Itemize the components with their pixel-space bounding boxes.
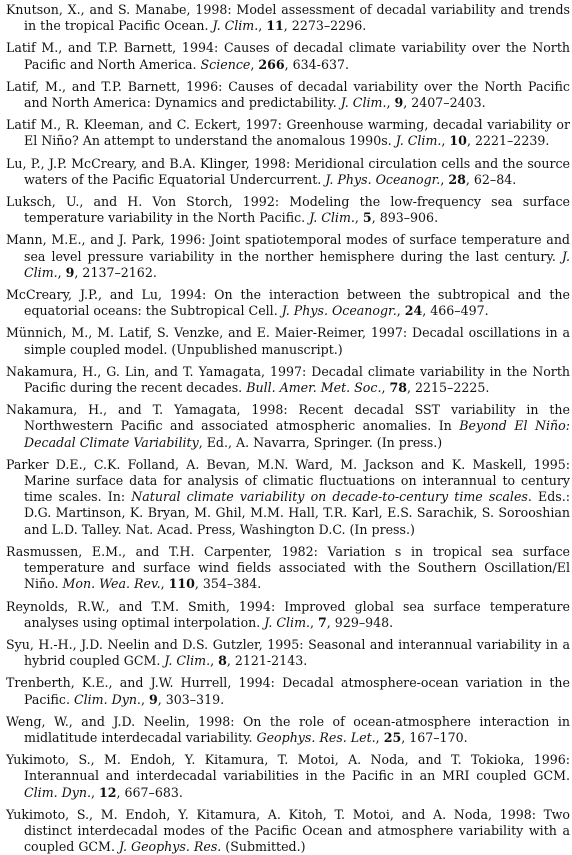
reference-text: , 2273–2296. — [283, 18, 367, 34]
reference-text: , — [375, 729, 384, 745]
reference-text: Reynolds, R.W., and T.M. Smith, 1994: Improved global sea surface temperature analyses using optimal interpolation. — [6, 598, 570, 630]
reference-text: , — [140, 691, 149, 707]
reference-text: Luksch, U., and H. Von Storch, 1992: Modeling the low-frequency sea surface temperature variability in the North Pacific. — [6, 194, 570, 226]
reference-text: , 2121-2143. — [226, 653, 308, 669]
reference-volume: 10 — [449, 133, 467, 149]
reference-journal: J. Clim. — [24, 248, 570, 280]
reference-text: , 929–948. — [326, 614, 394, 630]
reference-text: , 2407–2403. — [403, 95, 486, 111]
reference-volume: 24 — [404, 303, 423, 319]
reference-journal: J. Clim. — [264, 614, 311, 630]
reference-text: , 303–319. — [157, 691, 225, 707]
reference-text: Yukimoto, S., M. Endoh, Y. Kitamura, T. Motoi, A. Noda, and T. Tokioka, 1996: Interannual and interdecadal variabilities in the Pacific in an MRI coupled GCM. — [6, 752, 570, 784]
reference-text: , — [258, 18, 267, 34]
reference-text: , — [210, 653, 219, 669]
reference-text: , 2137–2162. — [74, 264, 157, 280]
reference-entry — [6, 232, 570, 281]
reference-text: , — [386, 95, 395, 111]
reference-text: , 893–906. — [371, 210, 439, 226]
reference-text: , Ed., A. Navarra, Springer. (In press.) — [198, 434, 443, 450]
reference-volume: 5 — [362, 210, 372, 226]
reference-text: Parker D.E., C.K. Folland, A. Bevan, M.N. Ward, M. Jackson and K. Maskell, 1995: Marine surface data for analysis of climatic fluctuations on interannual to century time scales. In: — [6, 456, 570, 505]
reference-entry — [6, 364, 570, 396]
reference-entry — [6, 599, 570, 631]
reference-text: , 466–497. — [422, 303, 489, 319]
reference-journal: Geophys. Res. Let. — [256, 729, 376, 745]
reference-text: , — [57, 264, 66, 280]
reference-entry — [6, 402, 570, 451]
reference-volume: 9 — [65, 264, 75, 280]
reference-volume: 7 — [318, 614, 327, 630]
reference-text: McCreary, J.P., and Lu, 1994: On the interaction between the subtropical and the equatorial oceans: the Subtropical Cell. — [6, 287, 570, 319]
reference-journal: J. Phys. Oceanogr. — [325, 171, 441, 187]
reference-volume: 12 — [98, 784, 117, 800]
reference-journal: Beyond El Niño: Decadal Climate Variability — [24, 418, 570, 450]
reference-volume: 11 — [266, 18, 284, 34]
reference-entry — [6, 287, 570, 319]
reference-text: Knutson, X., and S. Manabe, 1998: Model assessment of decadal variability and trends in the tropical Pacific Ocean. — [6, 2, 570, 34]
reference-text: Lu, P., J.P. McCreary, and B.A. Klinger, 1998: Meridional circulation cells and the source waters of the Pacific Equatorial Undercurrent. — [6, 155, 570, 187]
reference-volume: 28 — [448, 171, 466, 187]
reference-text: , 634-637. — [284, 56, 349, 72]
reference-text: , — [90, 784, 99, 800]
reference-text: Weng, W., and J.D. Neelin, 1998: On the role of ocean-atmosphere interaction in midlatitude interdecadal variability. — [6, 713, 570, 745]
reference-text: Eds.: D.G. Martinson, K. Bryan, M. Ghil, M.M. Hall, T.R. Karl, E.S. Sarachik, S. Sorooshian and L.D. Talley. Nat. Acad. Press, Washington D.C. (In press.) — [24, 489, 570, 537]
reference-entry — [6, 79, 570, 111]
reference-journal: J. Geophys. Res. — [118, 839, 222, 855]
reference-entry — [6, 637, 570, 669]
reference-text: Latif M., R. Kleeman, and C. Eckert, 1997: Greenhouse warming, decadal variability or El Niño? An attempt to understand the anomalous 1990s. — [6, 117, 570, 149]
reference-journal: J. Clim. — [340, 95, 387, 111]
reference-entry — [6, 544, 570, 593]
reference-entry — [6, 325, 570, 357]
reference-volume: 9 — [148, 691, 158, 707]
reference-text: , 2221–2239. — [466, 133, 550, 149]
reference-text: Latif, M., and T.P. Barnett, 1996: Causes of decadal variability over the North Pacific and North America: Dynamics and predictability. — [6, 78, 570, 111]
reference-text: Rasmussen, E.M., and T.H. Carpenter, 1982: Variation s in tropical sea surface temperature and surface wind fields associated with the Southern Oscillation/El Niño. — [6, 543, 570, 592]
reference-entry — [6, 40, 570, 72]
reference-text: , — [396, 303, 405, 319]
reference-volume: 266 — [258, 56, 285, 72]
reference-volume: 9 — [394, 95, 404, 111]
reference-journal: J. Clim. — [309, 210, 355, 226]
reference-text: (Submitted.) — [221, 839, 306, 855]
reference-journal: J. Clim. — [212, 18, 259, 34]
reference-entry — [6, 714, 570, 746]
reference-text: Nakamura, H., G. Lin, and T. Yamagata, 1997: Decadal climate variability in the North Pacific during the recent decades. — [6, 363, 570, 396]
reference-journal: Clim. Dyn. — [73, 691, 141, 707]
reference-text: , 2215–2225. — [407, 380, 490, 396]
reference-text: Münnich, M., M. Latif, S. Venzke, and E. Maier-Reimer, 1997: Decadal oscillations in a simple coupled model. (Unpublished manuscript.) — [6, 325, 570, 357]
reference-journal: Mon. Wea. Rev. — [62, 576, 161, 592]
reference-journal: Clim. Dyn. — [24, 784, 91, 800]
reference-text: , 354–384. — [194, 576, 262, 592]
reference-volume: 78 — [389, 380, 407, 396]
reference-text: , — [381, 380, 390, 396]
reference-journal: J. Clim. — [395, 133, 442, 149]
reference-entry — [6, 194, 570, 226]
reference-journal: Science — [200, 56, 251, 72]
reference-text: , — [441, 133, 450, 149]
reference-text: , — [160, 576, 169, 592]
reference-text: Syu, H.-H., J.D. Neelin and D.S. Gutzler, 1995: Seasonal and interannual variability in a hybrid coupled GCM. — [6, 636, 570, 669]
reference-text: , 62–84. — [465, 171, 517, 187]
reference-journal: Bull. Amer. Met. Soc. — [246, 380, 382, 396]
reference-text: Trenberth, K.E., and J.W. Hurrell, 1994: Decadal atmosphere-ocean variation in the Pacific. — [6, 675, 570, 707]
reference-entry — [6, 752, 570, 801]
reference-text: , — [250, 56, 259, 72]
reference-text: , — [310, 614, 319, 630]
reference-journal: J. Phys. Oceanogr. — [281, 303, 397, 319]
reference-entry — [6, 457, 570, 538]
reference-volume: 110 — [168, 576, 195, 592]
reference-text: Latif M., and T.P. Barnett, 1994: Causes of decadal climate variability over the North Pacific and North America. — [6, 40, 570, 72]
reference-journal: Natural climate variability on decade-to-century time scales. — [131, 489, 532, 505]
reference-text: Yukimoto, S., M. Endoh, Y. Kitamura, A. Kitoh, T. Motoi, and A. Noda, 1998: Two distinct interdecadal modes of the Pacific Ocean and atmosphere variability with a coupled GCM. — [6, 806, 570, 855]
reference-text: Mann, M.E., and J. Park, 1996: Joint spatiotemporal modes of surface temperature and sea level pressure variability in the norther hemisphere during the last century. — [6, 232, 570, 264]
reference-volume: 8 — [218, 653, 227, 669]
reference-entry — [6, 156, 570, 188]
reference-text: , 667–683. — [116, 784, 183, 800]
reference-text: , 167–170. — [401, 729, 468, 745]
reference-entry — [6, 117, 570, 149]
reference-volume: 25 — [383, 729, 402, 745]
reference-journal: J. Clim. — [164, 653, 211, 669]
reference-text: Nakamura, H., and T. Yamagata, 1998: Recent decadal SST variability in the Northwestern Pacific and associated atmospheric anomalies. In — [6, 402, 570, 434]
reference-entry — [6, 807, 570, 855]
reference-text: , — [440, 171, 449, 187]
reference-entry — [6, 2, 570, 34]
reference-text: , — [354, 210, 363, 226]
reference-entry — [6, 675, 570, 707]
